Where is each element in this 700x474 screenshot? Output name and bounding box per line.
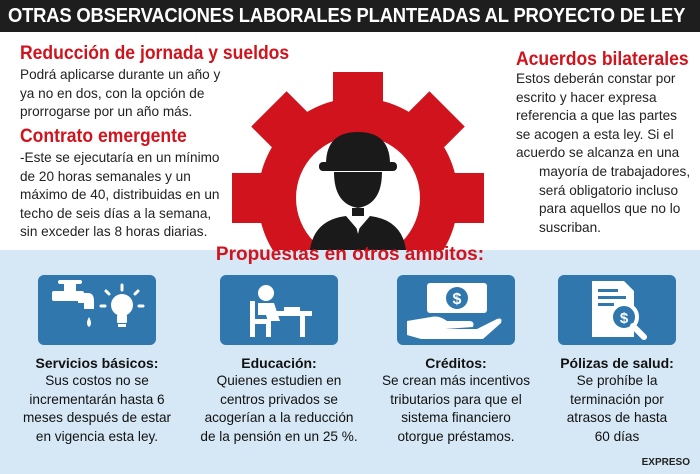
text-line: de la pensión en un 25 %. [200, 428, 358, 444]
text-line: será obligatorio incluso [539, 182, 679, 198]
policy-search-icon [558, 275, 676, 345]
text-line: escrito y hacer expresa [516, 89, 657, 105]
reduccion-title: Reducción de jornada y sueldos [20, 42, 290, 64]
card-creditos [371, 354, 541, 446]
acuerdos-title: Acuerdos bilaterales [516, 48, 689, 70]
svg-text:$: $ [452, 291, 462, 308]
card-title: Pólizas de salud: [560, 355, 674, 371]
text-line: prorrogarse por un año más. [20, 104, 193, 120]
text-line: meses después de estar [22, 410, 172, 426]
gear-worker-icon [218, 48, 498, 276]
card-educacion [194, 354, 364, 446]
text-line: para aquellos que no lo [539, 201, 681, 217]
text-line: centros privados se [220, 391, 338, 407]
student-desk-icon [220, 275, 338, 345]
money-hand-icon [397, 275, 515, 345]
text-line: sistema financiero [401, 410, 511, 426]
contrato-title: Contrato emergente [20, 125, 187, 147]
card-servicios [12, 354, 182, 446]
text-line: en vigencia esta ley. [35, 428, 159, 444]
acuerdos-text [516, 70, 690, 237]
text-line: suscriban. [539, 219, 601, 235]
svg-text:$: $ [619, 310, 629, 327]
text-line: acogerían a la reducción [204, 410, 354, 426]
text-line: sin exceder las 8 horas diarias. [20, 224, 208, 240]
text-line: terminación por [570, 391, 664, 407]
text-line: -Este se ejecutaría en un mínimo [20, 150, 220, 165]
faucet-bulb-icon [38, 275, 156, 345]
text-line: ya no en dos, con la opción de [20, 85, 205, 101]
text-line: acuerdo se alcanza en una [516, 145, 680, 161]
text-line: Estos deberán constar por [516, 71, 676, 86]
text-line: de 20 horas semanales y un [20, 168, 191, 184]
contrato-text [20, 149, 220, 242]
text-line: incrementarán hasta 6 [29, 391, 165, 407]
source-credit: EXPRESO [641, 457, 690, 468]
card-title: Educación: [241, 355, 317, 371]
text-line: Se prohíbe la [576, 373, 658, 389]
text-line: Podrá aplicarse durante un año y [20, 67, 221, 82]
text-line: referencia a que las partes [516, 108, 677, 124]
text-line: Se crean más incentivos [381, 373, 531, 389]
text-line: otorgue préstamos. [397, 428, 515, 444]
text-line: techo de seis días a la semana, [20, 205, 212, 221]
text-line: tributarios para que el [390, 391, 522, 407]
text-line: se acogen a esta ley. Si el [516, 126, 674, 142]
card-polizas [532, 354, 700, 446]
text-line: 60 días [594, 428, 640, 444]
text-line: Quienes estudien en [216, 373, 342, 389]
text-line: máximo de 40, distribuidas en un [20, 187, 220, 203]
page-title: OTRAS OBSERVACIONES LABORALES PLANTEADAS AL PROYECTO DE LEY [8, 5, 686, 27]
propuestas-title: Propuestas en otros ámbitos: [215, 244, 485, 265]
header-bar [0, 0, 700, 32]
text-line: mayoría de trabajadores, [539, 163, 691, 179]
card-title: Servicios básicos: [35, 355, 159, 371]
text-line: Sus costos no se [45, 373, 149, 389]
text-line: atrasos de hasta [566, 410, 668, 426]
reduccion-text [20, 66, 220, 122]
card-title: Créditos: [425, 355, 487, 371]
